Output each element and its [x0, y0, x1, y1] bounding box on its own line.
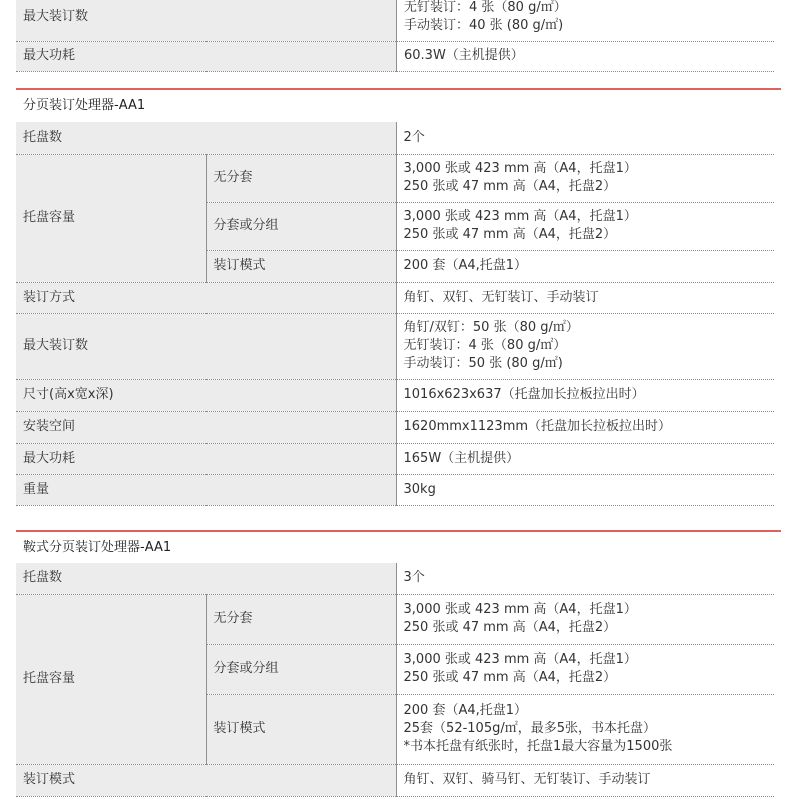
row-label: 最大装订数	[16, 313, 396, 379]
row-label: 托盘数	[16, 122, 396, 154]
tray-count-row	[16, 122, 774, 154]
tray-capacity-row	[16, 594, 774, 644]
value-line: 3,000 张或 423 mm 高（A4，托盘1）	[403, 161, 637, 176]
section1-table	[16, 122, 774, 506]
row-label: 最大功耗	[16, 443, 396, 474]
row-label: 尺寸(高x宽x深)	[16, 379, 396, 411]
section-title: 鞍式分页装订处理器-AA1	[16, 530, 781, 564]
row-label: 重量	[16, 474, 396, 505]
value-line: 手动装订：40 张 (80 g/㎡)	[404, 18, 564, 34]
row-label: 最大装订数	[16, 0, 397, 41]
max-binding-row	[16, 313, 774, 379]
row-label: 托盘容量	[16, 154, 206, 282]
value-line: 250 张或 47 mm 高（A4，托盘2）	[403, 670, 617, 685]
row-label: 装订方式	[16, 282, 396, 313]
sub-label: 无分套	[206, 594, 396, 644]
value-line: 25套（52-105g/㎡，最多5张，书本托盘）	[403, 721, 657, 736]
value-line: 3,000 张或 423 mm 高（A4，托盘1）	[403, 602, 637, 617]
value-line: 3,000 张或 423 mm 高（A4，托盘1）	[403, 652, 637, 667]
tray-capacity-row	[16, 154, 774, 202]
value-line: 角钉/双钉：50 张（80 g/㎡）	[403, 320, 579, 335]
row-value: 角钉、双钉、骑马钉、无钉装订、手动装订	[396, 764, 774, 796]
value-line: *书本托盘有纸张时，托盘1最大容量为1500张	[403, 739, 673, 754]
max-power-row	[16, 443, 774, 474]
row-value: 60.3W（主机提供）	[397, 41, 775, 71]
value-line: 250 张或 47 mm 高（A4，托盘2）	[403, 227, 617, 242]
value-line: 3,000 张或 423 mm 高（A4，托盘1）	[403, 209, 637, 224]
value-line: 250 张或 47 mm 高（A4，托盘2）	[403, 179, 617, 194]
row-value: 角钉、双钉、无钉装订、手动装订	[396, 282, 774, 313]
value-line: 无钉装订：4 张（80 g/㎡）	[403, 338, 567, 353]
row-label: 安装空间	[16, 411, 396, 443]
binding-mode-row	[16, 764, 774, 796]
row-label: 最大功耗	[16, 41, 397, 71]
row-label: 托盘数	[16, 563, 396, 594]
row-value: 2个	[396, 122, 774, 154]
sub-label: 装订模式	[206, 694, 396, 764]
row-value	[396, 644, 774, 694]
value-line: 手动装订：50 张 (80 g/㎡)	[403, 356, 563, 371]
row-label: 装订模式	[16, 764, 396, 796]
row-value: 1016x623x637（托盘加长拉板拉出时）	[396, 379, 774, 411]
row-value: 3个	[396, 563, 774, 594]
row-value	[396, 694, 774, 764]
tray-count-row	[16, 563, 774, 594]
value-line: 200 套（A4,托盘1）	[403, 703, 528, 718]
max-binding-row	[16, 0, 774, 41]
row-label: 托盘容量	[16, 594, 206, 764]
row-value	[396, 202, 774, 250]
row-value: 1620mmx1123mm（托盘加长拉板拉出时）	[396, 411, 774, 443]
value-line: 无钉装订：4 张（80 g/㎡）	[404, 0, 567, 16]
section2-table	[16, 563, 774, 797]
sub-label: 分套或分组	[206, 644, 396, 694]
sub-label: 无分套	[206, 154, 396, 202]
binding-method-row	[16, 282, 774, 313]
top-rows	[16, 0, 774, 72]
weight-row	[16, 474, 774, 505]
value-line: 250 张或 47 mm 高（A4，托盘2）	[403, 620, 617, 635]
row-value: 165W（主机提供）	[396, 443, 774, 474]
section-title: 分页装订处理器-AA1	[16, 88, 781, 122]
row-value	[396, 154, 774, 202]
row-value	[396, 313, 774, 379]
row-value: 30kg	[396, 474, 774, 505]
row-value: 200 套（A4,托盘1）	[396, 250, 774, 282]
row-value	[397, 0, 775, 41]
sub-label: 分套或分组	[206, 202, 396, 250]
row-value	[396, 594, 774, 644]
max-power-row	[16, 41, 774, 71]
sub-label: 装订模式	[206, 250, 396, 282]
install-space-row	[16, 411, 774, 443]
dimensions-row	[16, 379, 774, 411]
